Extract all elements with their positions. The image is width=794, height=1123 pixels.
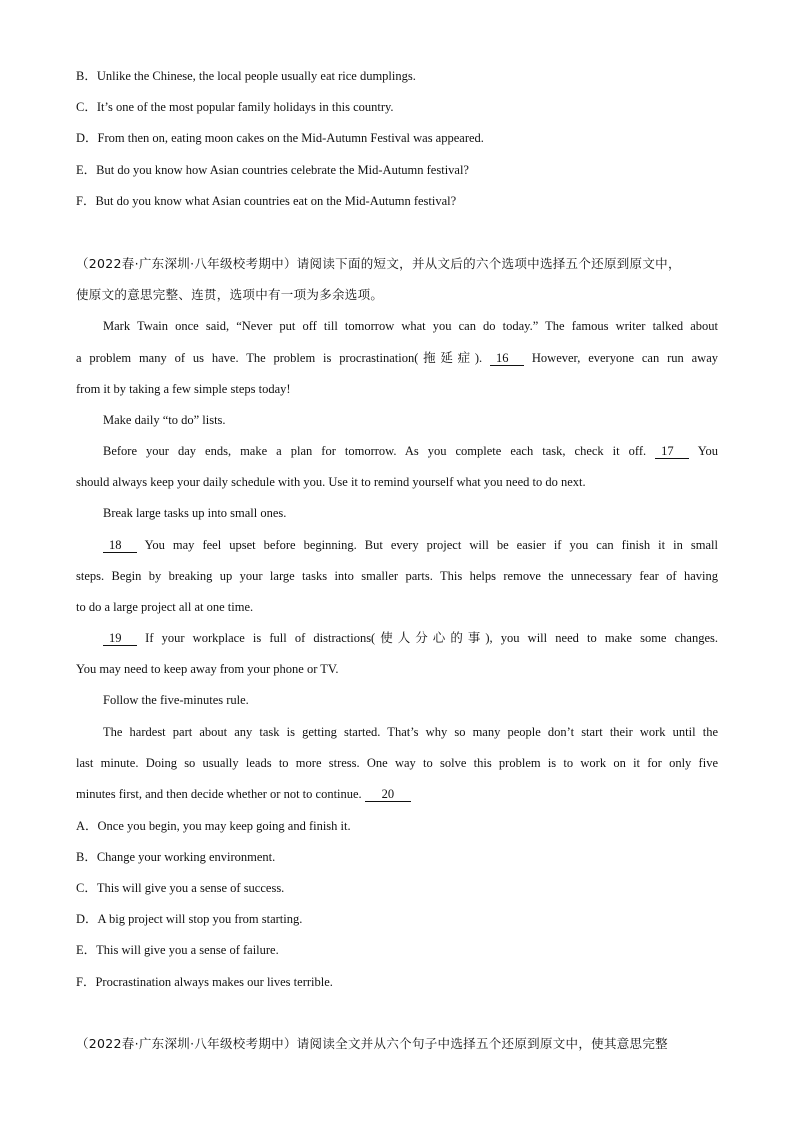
- prev-option-b: [76, 68, 718, 84]
- passage-text: You may feel upset before beginning. But every project will be easier if you can finish it in small: [144, 538, 718, 552]
- passage-p2-line1: [103, 443, 718, 459]
- passage-p1-line1: Mark Twain once said, “Never put off till tomorrow what you can do today.” The famous writer talked about: [103, 319, 718, 333]
- prev-option-f: [76, 193, 718, 209]
- option-letter: E．: [76, 163, 97, 177]
- passage-p5-line2: last minute. Doing so usually leads to more stress. One way to solve this problem is to work on it for only five: [76, 756, 718, 770]
- blank-17: 17: [655, 444, 689, 459]
- option-letter: B．: [76, 69, 97, 83]
- passage-p5-line1: The hardest part about any task is getting started. That’s why so many people don’t start their work until the: [103, 725, 718, 739]
- option-text: This will give you a sense of success.: [96, 881, 285, 895]
- prev-option-d: [76, 130, 718, 146]
- option-text: Unlike the Chinese, the local people usually eat rice dumplings.: [96, 69, 416, 83]
- option-c: [76, 880, 718, 896]
- option-text: A big project will stop you from starting.: [97, 912, 303, 926]
- section2-instruction-line1: （2022春·广东深圳·八年级校考期中）请阅读下面的短文，并从文后的六个选项中选择五个还原到原文中，: [76, 256, 681, 271]
- option-text: It’s one of the most popular family holidays in this country.: [96, 100, 394, 114]
- option-letter: B．: [76, 850, 97, 864]
- passage-p5-line3: [76, 786, 718, 802]
- passage-text: However, everyone can run away: [531, 351, 718, 365]
- prev-option-c: [76, 99, 718, 115]
- option-e: [76, 942, 718, 958]
- passage-text: If your workplace is full of distractions(使人分心的事), you will need to make some changes.: [145, 631, 718, 645]
- passage-text: You: [697, 444, 718, 458]
- passage-p3-line1: [103, 537, 718, 553]
- option-letter: F．: [76, 975, 96, 989]
- option-text: But do you know what Asian countries eat on the Mid-Autumn festival?: [95, 194, 457, 208]
- passage-heading-1: Make daily “to do” lists.: [103, 413, 226, 427]
- option-text: Change your working environment.: [96, 850, 276, 864]
- option-letter: D．: [76, 912, 98, 926]
- prev-option-e: [76, 162, 718, 178]
- passage-p4-line1: [103, 630, 718, 646]
- option-letter: F．: [76, 194, 96, 208]
- passage-p3-line2: steps. Begin by breaking up your large tasks into smaller parts. This helps remove the unnecessary fear of having: [76, 569, 718, 583]
- option-b: [76, 849, 718, 865]
- section3-instruction-line1: （2022春·广东深圳·八年级校考期中）请阅读全文并从六个句子中选择五个还原到原文中，使其意思完整: [76, 1036, 668, 1051]
- option-letter: A．: [76, 819, 98, 833]
- passage-p3-line3: to do a large project all at one time.: [76, 600, 254, 614]
- passage-text: minutes first, and then decide whether or not to continue.: [76, 787, 362, 801]
- option-text: Once you begin, you may keep going and finish it.: [97, 819, 351, 833]
- passage-text: Before your day ends, make a plan for tomorrow. As you complete each task, check it off.: [103, 444, 647, 458]
- blank-18: 18: [103, 538, 137, 553]
- passage-heading-2: Break large tasks up into small ones.: [103, 506, 287, 520]
- option-letter: C．: [76, 881, 97, 895]
- blank-16: 16: [490, 351, 524, 366]
- passage-p2-line2: should always keep your daily schedule with you. Use it to remind yourself what you need to do next.: [76, 475, 586, 489]
- blank-19: 19: [103, 631, 137, 646]
- option-letter: E．: [76, 943, 97, 957]
- option-f: [76, 974, 718, 990]
- option-letter: C．: [76, 100, 97, 114]
- option-text: Procrastination always makes our lives terrible.: [95, 975, 333, 989]
- passage-heading-3: Follow the five-minutes rule.: [103, 693, 249, 707]
- option-letter: D．: [76, 131, 98, 145]
- passage-p4-line2: You may need to keep away from your phone or TV.: [76, 662, 339, 676]
- blank-20: 20: [365, 787, 411, 802]
- passage-p1-line3: from it by taking a few simple steps today!: [76, 382, 291, 396]
- option-a: [76, 818, 718, 834]
- option-text: From then on, eating moon cakes on the Mid-Autumn Festival was appeared.: [97, 131, 484, 145]
- passage-text: a problem many of us have. The problem is procrastination(拖延症).: [76, 351, 483, 365]
- passage-p1-line2: [76, 350, 718, 366]
- option-d: [76, 911, 718, 927]
- section2-instruction-line2: 使原文的意思完整、连贯，选项中有一项为多余选项。: [76, 287, 384, 302]
- option-text: But do you know how Asian countries celebrate the Mid-Autumn festival?: [96, 163, 469, 177]
- option-text: This will give you a sense of failure.: [96, 943, 279, 957]
